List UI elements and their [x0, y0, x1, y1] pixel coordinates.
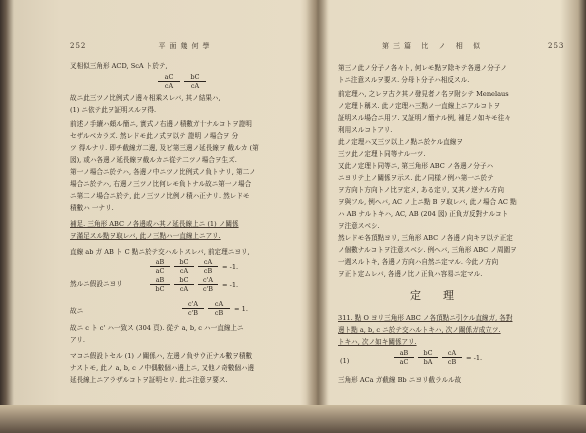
text-line: トニ注意スルヲ要ス. 分母ト分子ハ相反スル.	[338, 76, 470, 84]
theorem-line: トキハ, 次ノ如キ關係アリ.	[338, 338, 417, 346]
equation-rhs: = -1.	[222, 263, 239, 271]
text-line: 故ニ	[70, 307, 84, 315]
corollary-line: ヲ滿足スル點ヲ取レバ, 此ノ三點ハ一直線上ニアリ.	[70, 232, 221, 240]
text-line: (1) ニ依テ此ヲ証明スルヲ得.	[70, 106, 157, 114]
text-line: 叉相似三角形 ACD, ScA ト於テ,	[70, 62, 168, 70]
text-line: ニ第二ノ場合ニ於テ, 此ノ三ツノ比例ノ積ハ正ナリ. 然レドモ	[70, 192, 250, 200]
text-line: ハ AB ナルトキハ, AC, AB (204 図) 正負ガ反對ナルコト	[338, 210, 509, 218]
equation-label: (1)	[340, 357, 350, 365]
text-line: 然レドモ各頂點ヨリ, 三角形 ABC ノ各邊ノ向キヲ以テ正定	[338, 234, 513, 242]
page-number: 253	[548, 42, 565, 50]
fraction: c'A c'B	[182, 300, 204, 317]
theorem-line: 邊ト點 a, b, c ニ於テ交ハルトキハ, 次ノ關係ガ成立ツ.	[338, 326, 501, 334]
fraction: cA cB	[198, 258, 218, 275]
fraction: aB aC	[394, 349, 414, 366]
text-line: 場合ニ於テハ, 右邊ノ三ツノ比何レモ負トナル故ニ第一ノ場合	[70, 180, 252, 188]
text-line: ニヨリテ上ノ關係ヲ示ス. 此ノ同様ノ例ハ第一ニ於テ	[338, 174, 494, 182]
text-line: ヲ方向ト方向トノ比ヲ定メ, ある定リ, 又其ノ逆ナル方向	[338, 186, 504, 194]
equation-rhs: = -1.	[222, 281, 239, 289]
page-number: 252	[70, 42, 87, 50]
text-line: マコニ假設トセル (1) ノ關係ハ, 左邊ノ負サウ正ナル數ヲ積數	[70, 352, 253, 360]
corollary-line: 補足. 三角形 ABC ノ各邊或ハ其ノ延長線上ニ (1) ノ關係	[70, 220, 239, 228]
text-line: ヲ注意スベシ.	[338, 222, 380, 230]
text-line: アリ.	[70, 336, 86, 344]
text-line: 然ルニ假設ニヨリ	[70, 280, 123, 288]
fraction: aB bC	[150, 276, 170, 293]
text-line: 延長線上ニアラザルコトヲ証明セリ. 此ニ注意ヲ要ス.	[70, 376, 228, 384]
book-spine	[306, 0, 328, 433]
running-title: 第三篇 比 ノ 相 似	[382, 42, 484, 50]
equation-rhs: = -1.	[466, 354, 483, 362]
text-line: 直線 ab ガ AB ト C 點ニ於テ交ハルトスレバ, 前定理ニヨリ,	[70, 248, 250, 256]
text-line: 三角形 ACa ガ截線 Bb ニヨリ截ラルル故	[338, 376, 462, 384]
text-line: 積數ハ 一ナリ.	[70, 204, 114, 212]
fraction: c'A c'B	[198, 276, 218, 293]
text-line: セザルベカラズ. 然レドモ此ノ式ヲ以テ 證明 ノ場合ヲ 分	[70, 132, 239, 140]
text-line: 一週スルトキ, 各邊ノ方向ハ自然ニ定マル. 今此ノ方向	[338, 258, 499, 266]
text-line: ツ 得ルナリ. 即チ截線ガ二邊, 及ビ第三邊ノ延長線ヲ 截ルカ (第	[70, 144, 259, 152]
text-line: ヲ與フル, 例ヘバ, AC ノ上ニ點 B ヲ取レバ, 此ノ場合 AC 點	[338, 198, 517, 206]
fraction: aB aC	[150, 258, 170, 275]
fraction: bC bA	[418, 349, 438, 366]
equation-rhs: = 1.	[234, 305, 248, 313]
text-line: 前述ノ手續ハ頗ル簡ニ, 實式ノ右邊ノ積數ガ十ナルコトヲ證明	[70, 120, 252, 128]
right-page	[338, 0, 570, 433]
section-title: 定理	[410, 289, 476, 302]
text-line: 前定理ハ, 之レヲ古ク其ノ發見者ノ名ヲ附シテ Menelaus	[338, 90, 509, 98]
left-page	[70, 0, 302, 433]
text-line: 第一ノ場合ニ於テハ, 各邊ノ中ニツノ比例式ノ負トナリ, 第二ノ	[70, 168, 256, 176]
fraction: bC cA	[174, 276, 194, 293]
fraction: bC cA	[174, 258, 194, 275]
text-line: 此ノ定理ハ又三ツ以上ノ點ニ於ケル直線ヲ	[338, 138, 463, 146]
text-line: ヲ正ト定ムレバ, 各邊ノ比ノ正負ハ容易ニ定マル.	[338, 270, 483, 278]
text-line: 故ニ c ト c' ハ一致ス (304 頁). 從テ a, b, c ハ一直線上ニ	[70, 324, 244, 332]
text-line: 三ツ此ノ定理ト同等ナル一ツ.	[338, 150, 426, 158]
text-line: 証明スル場合ニ用フ. 又証明ノ簡ナル例, 補足ノ如キモ往々	[338, 114, 511, 122]
text-line: 故ニ此三ツノ比例式ノ邊々相乘スレバ, 其ノ結果ハ,	[70, 94, 221, 102]
text-line: ノ個數ナルコトヲ注意スベシ. 例ヘバ, 三角形 ABC ノ周圍ヲ	[338, 246, 517, 254]
fraction: bC cA	[184, 73, 206, 90]
text-line: 第三ノ此ノ分子ノ各々ト, 何レモ點ヲ除キテ各邊ノ分子ノ	[338, 64, 508, 72]
text-line: ナストモ, 此ノ a, b, c ノ中偶數個ハ邊上ニ, 又他ノ奇數個ハ邊	[70, 364, 255, 372]
fraction: cA cB	[442, 349, 462, 366]
text-line: 図), 或ハ各邊ノ延長線ヲ截ルカニ從テ二ツノ場合ヲ生ズ.	[70, 156, 237, 164]
fraction: cA cB	[208, 300, 230, 317]
fraction: aC cA	[158, 73, 180, 90]
text-line: ノ定理ト稱ス. 此ノ定理ハ三點ノ一直線上ニアルコトヲ	[338, 102, 501, 110]
running-title: 平面幾何學	[158, 42, 214, 50]
text-line: 利用スルコトアリ.	[338, 126, 393, 134]
text-line: 又此ノ定理ト同等ニ, 第三角形 ABC ノ各邊ノ分子ハ	[338, 162, 494, 170]
theorem-line: 311. 點 O ヨリ三角形 ABC ノ各頂點ニ引ケル直線ガ, 各對	[338, 314, 513, 322]
